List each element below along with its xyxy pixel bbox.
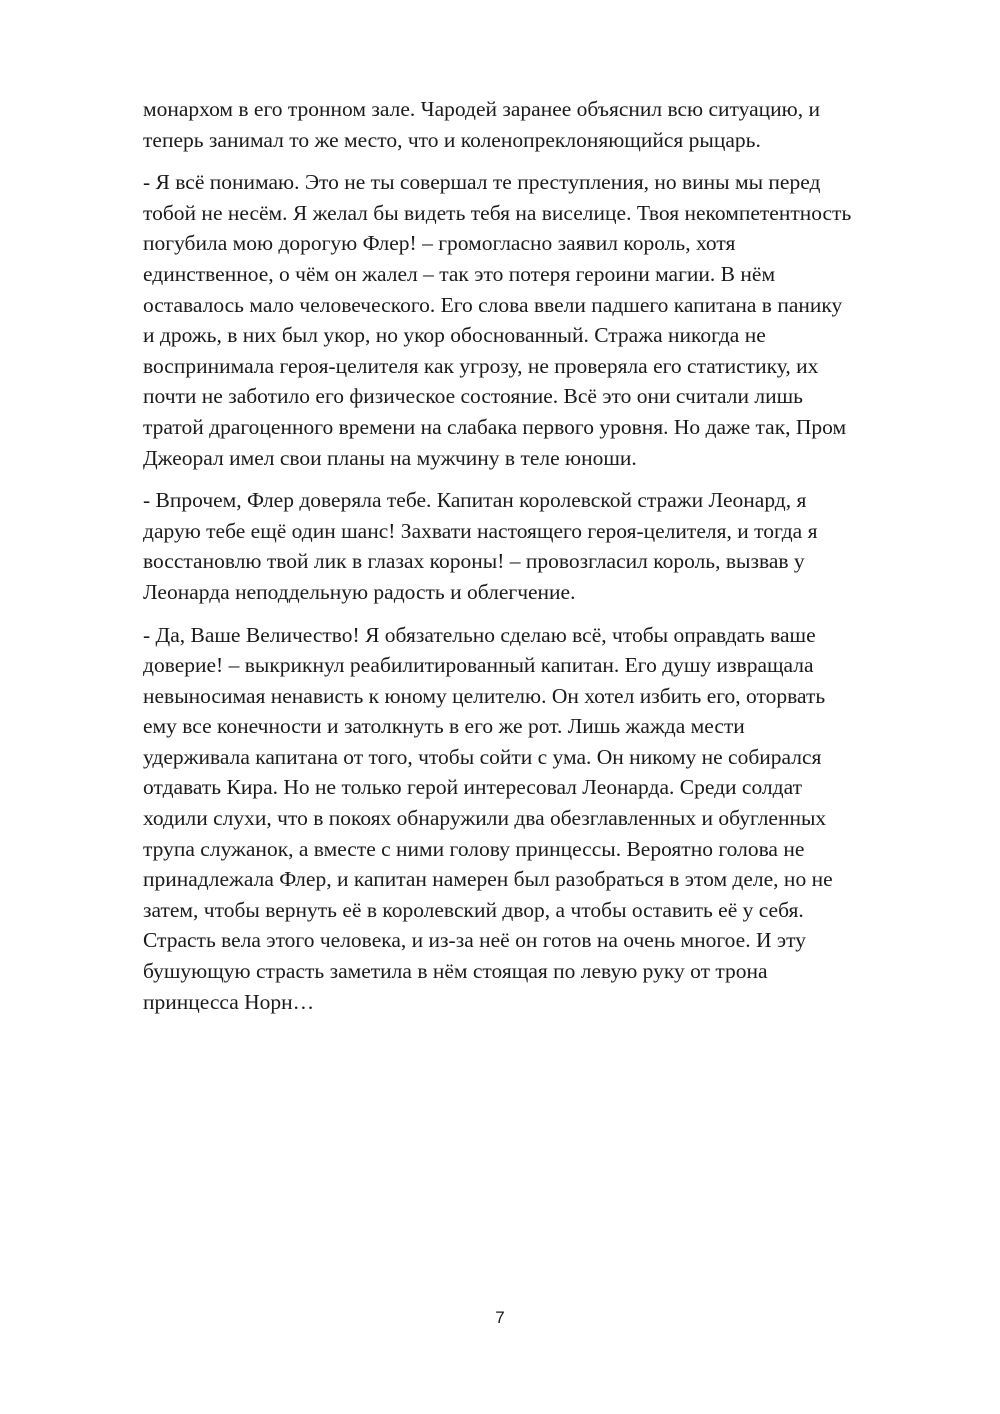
paragraph-1 (143, 94, 903, 155)
text-line: дарую тебе ещё один шанс! Захвати настоящего героя-целителя, и тогда я (143, 518, 818, 543)
body-text (143, 94, 903, 1029)
text-line: - Я всё понимаю. Это не ты совершал те преступления, но вины мы перед (143, 170, 821, 195)
paragraph-3 (143, 485, 903, 607)
text-line: затем, чтобы вернуть её в королевский двор, а чтобы оставить её у себя. (143, 897, 804, 922)
paragraph-2 (143, 167, 903, 473)
text-line: ходили слухи, что в покоях обнаружили два обезглавленных и обугленных (143, 806, 827, 831)
text-line: принадлежала Флер, и капитан намерен был разобраться в этом деле, но не (143, 867, 833, 892)
text-line: единственное, о чём он жалел – так это потеря героини магии. В нём (143, 261, 776, 286)
text-line: восстановлю твой лик в глазах короны! – провозгласил король, вызвав у (143, 549, 805, 574)
text-line: - Впрочем, Флер доверяла тебе. Капитан королевской стражи Леонард, я (143, 488, 807, 513)
text-line: принцесса Норн… (143, 989, 315, 1014)
text-line: Страсть вела этого человека, и из-за неё он готов на очень многое. И эту (143, 928, 806, 953)
text-line: теперь занимал то же место, что и коленопреклоняющийся рыцарь. (143, 127, 761, 152)
text-line: доверие! – выкрикнул реабилитированный капитан. Его душу извращала (143, 653, 814, 678)
text-line: отдавать Кира. Но не только герой интересовал Леонарда. Среди солдат (143, 775, 802, 800)
text-line: воспринимала героя-целителя как угрозу, не проверяла его статистику, их (143, 353, 819, 378)
paragraph-4 (143, 620, 903, 1018)
text-line: трупа служанок, а вместе с ними голову принцессы. Вероятно голова не (143, 836, 805, 861)
page-number: 7 (495, 1308, 505, 1327)
text-line: оставалось мало человеческого. Его слова ввели падшего капитана в панику (143, 292, 843, 317)
text-line: и дрожь, в них был укор, но укор обоснованный. Стража никогда не (143, 323, 766, 348)
text-line: невыносимая ненависть к юному целителю. Он хотел избить его, оторвать (143, 683, 826, 708)
text-line: монархом в его тронном зале. Чародей заранее объяснил всю ситуацию, и (143, 97, 820, 121)
text-line: - Да, Ваше Величество! Я обязательно сделаю всё, чтобы оправдать ваше (143, 622, 816, 647)
text-line: удерживала капитана от того, чтобы сойти с ума. Он никому не собирался (143, 744, 822, 769)
text-line: почти не заботило его физическое состояние. Всё это они считали лишь (143, 384, 803, 409)
text-line: тратой драгоценного времени на слабака первого уровня. Но даже так, Пром (143, 414, 847, 439)
text-line: тобой не несём. Я желал бы видеть тебя на виселице. Твоя некомпетентность (143, 200, 852, 225)
text-line: бушующую страсть заметила в нём стоящая по левую руку от трона (143, 959, 768, 984)
text-line: Леонарда неподдельную радость и облегчение. (143, 579, 576, 604)
text-line: погубила мою дорогую Флер! – громогласно заявил король, хотя (143, 231, 736, 256)
text-line: ему все конечности и затолкнуть в его же рот. Лишь жажда мести (143, 714, 745, 739)
text-line: Джеорал имел свои планы на мужчину в теле юноши. (143, 445, 637, 470)
